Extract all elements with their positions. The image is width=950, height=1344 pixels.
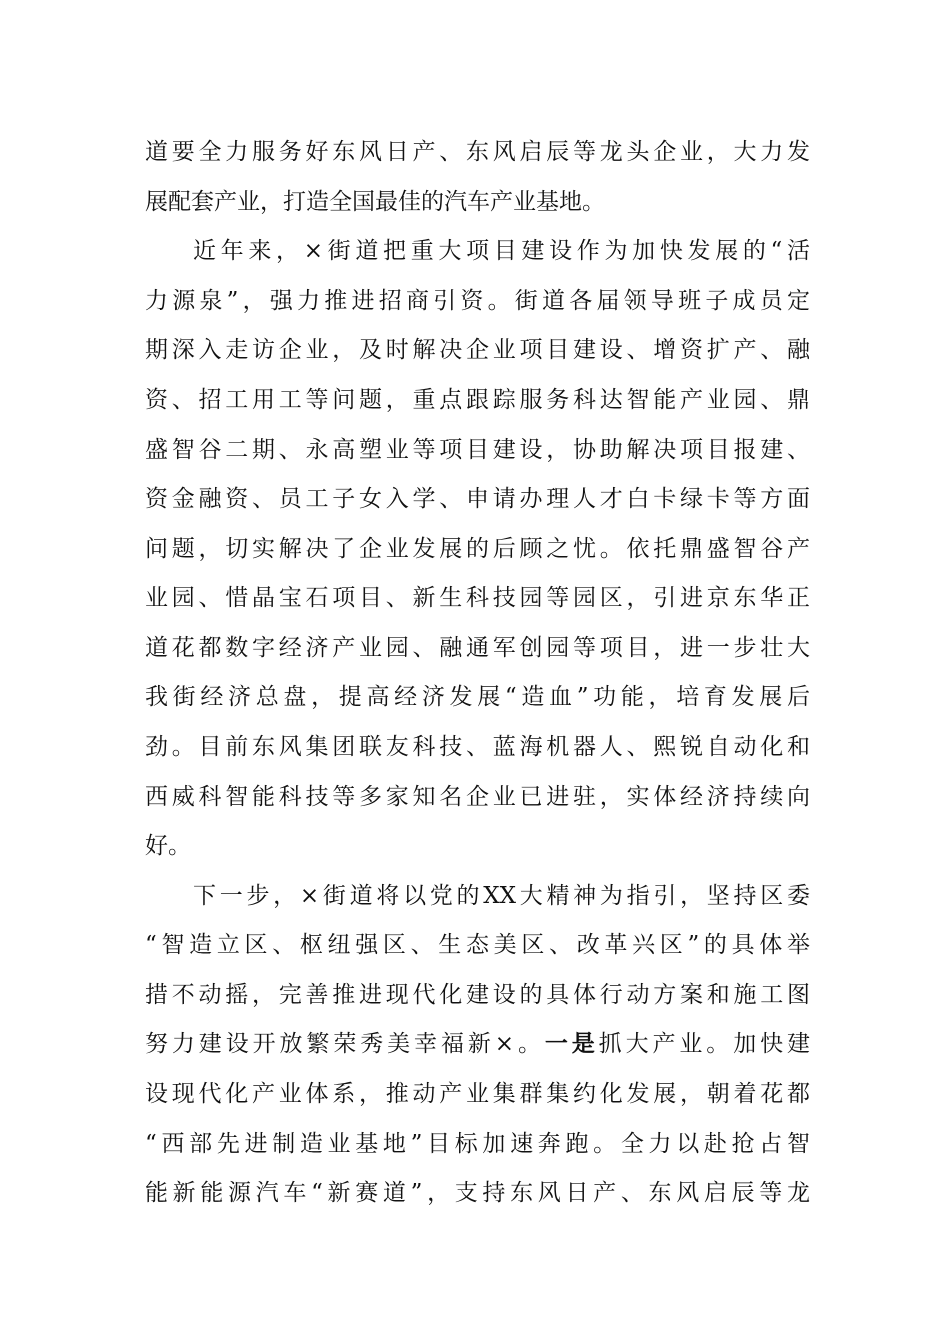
text-line: “智造立区、枢纽强区、生态美区、改革兴区”的具体举 — [145, 932, 810, 958]
text-line: 盛智谷二期、永高塑业等项目建设，协助解决项目报建、 — [145, 437, 810, 463]
text-line: 措不动摇，完善推进现代化建设的具体行动方案和施工图 — [145, 982, 810, 1008]
text-line-with-bold — [145, 1024, 810, 1064]
text-line: 期深入走访企业，及时解决企业项目建设、增资扩产、融 — [145, 337, 810, 363]
text-line: 好。 — [145, 833, 191, 859]
text-span: 抓大产业。加快建 — [598, 1031, 810, 1057]
text-line: 展配套产业，打造全国最佳的汽车产业基地。 — [145, 189, 605, 215]
paragraph-first-line: 近年来，×街道把重大项目建设作为加快发展的“活 — [193, 238, 810, 264]
text-line: 劲。目前东风集团联友科技、蓝海机器人、熙锐自动化和 — [145, 734, 810, 760]
paragraph-first-line: 下一步，×街道将以党的XX大精神为指引，坚持区委 — [193, 883, 810, 909]
text-line: 业园、惜晶宝石项目、新生科技园等园区，引进京东华正 — [145, 585, 810, 611]
text-line: 西威科智能科技等多家知名企业已进驻，实体经济持续向 — [145, 784, 810, 810]
bold-marker: 一是 — [544, 1030, 599, 1057]
text-line: 资、招工用工等问题，重点跟踪服务科达智能产业园、鼎 — [145, 387, 810, 413]
text-line: 我街经济总盘，提高经济发展“造血”功能，培育发展后 — [145, 684, 810, 710]
text-line: 问题，切实解决了企业发展的后顾之忧。依托鼎盛智谷产 — [145, 536, 810, 562]
text-line: 设现代化产业体系，推动产业集群集约化发展，朝着花都 — [145, 1081, 810, 1107]
text-line: 力源泉”，强力推进招商引资。街道各届领导班子成员定 — [145, 288, 810, 314]
text-line: “西部先进制造业基地”目标加速奔跑。全力以赴抢占智 — [145, 1131, 810, 1157]
text-line: 能新能源汽车“新赛道”，支持东风日产、东风启辰等龙 — [145, 1180, 810, 1206]
text-line: 道花都数字经济产业园、融通军创园等项目，进一步壮大 — [145, 635, 810, 661]
text-line: 资金融资、员工子女入学、申请办理人才白卡绿卡等方面 — [145, 486, 810, 512]
text-line: 道要全力服务好东风日产、东风启辰等龙头企业，大力发 — [145, 139, 810, 165]
text-span: 努力建设开放繁荣秀美幸福新×。 — [145, 1031, 545, 1057]
